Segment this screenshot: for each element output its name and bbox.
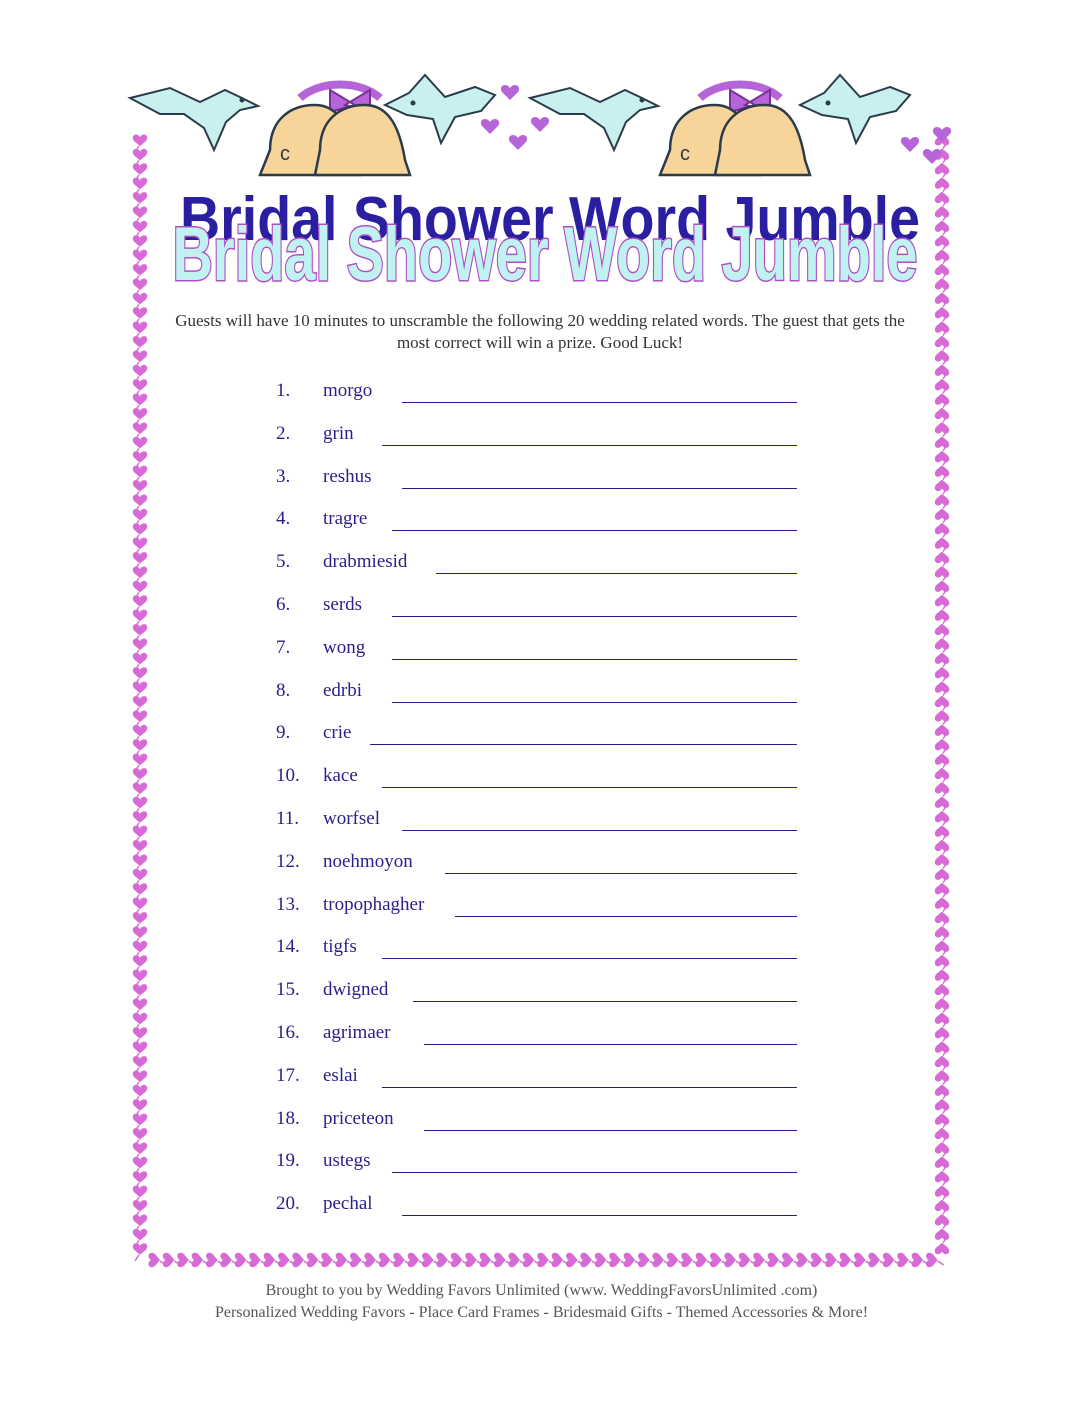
item-number: 5. [276, 551, 291, 573]
answer-line[interactable] [402, 830, 797, 831]
scrambled-word: reshus [323, 465, 372, 487]
scrambled-word: wong [323, 636, 366, 658]
scrambled-word: eslai [323, 1064, 358, 1086]
title-graphic [160, 182, 930, 292]
answer-line[interactable] [382, 445, 797, 446]
item-number: 13. [276, 893, 300, 915]
answer-line[interactable] [382, 787, 797, 788]
scrambled-word: ustegs [323, 1150, 371, 1172]
bell-icon [660, 85, 810, 176]
list-item [0, 631, 1083, 671]
item-number: 4. [276, 508, 291, 530]
item-number: 3. [276, 465, 291, 487]
list-item [0, 1102, 1083, 1142]
list-item [0, 759, 1083, 799]
item-number: 10. [276, 765, 300, 787]
item-number: 8. [276, 679, 291, 701]
dove-icon [800, 75, 910, 143]
scrambled-word: tragre [323, 508, 368, 530]
answer-line[interactable] [370, 744, 797, 745]
item-number: 2. [276, 422, 291, 444]
item-number: 19. [276, 1150, 300, 1172]
list-item [0, 674, 1083, 714]
instructions-text: Guests will have 10 minutes to unscramble the following 20 wedding related words. The guest that gets the most correct will win a prize. Good Luck! [175, 311, 905, 352]
list-item [0, 588, 1083, 628]
scrambled-word: tigfs [323, 936, 357, 958]
scrambled-word: edrbi [323, 679, 363, 701]
answer-line[interactable] [382, 1087, 797, 1088]
answer-line[interactable] [402, 1215, 797, 1216]
dove-icon [130, 88, 258, 150]
list-item [0, 930, 1083, 970]
item-number: 11. [276, 808, 300, 829]
answer-line[interactable] [402, 402, 797, 403]
list-item [0, 1059, 1083, 1099]
list-item [0, 888, 1083, 928]
item-number: 7. [276, 636, 291, 658]
item-number: 9. [276, 722, 291, 744]
dove-icon [385, 75, 495, 143]
item-number: 16. [276, 1022, 300, 1043]
item-number: 14. [276, 936, 300, 958]
answer-line[interactable] [424, 1044, 797, 1045]
answer-line[interactable] [455, 916, 797, 917]
answer-line[interactable] [382, 958, 797, 959]
footer-products: Personalized Wedding Favors - Place Card Frames - Bridesmaid Gifts - Themed Accessories & More! [214, 1304, 869, 1321]
scrambled-word: drabmiesid [323, 551, 408, 573]
list-item [0, 460, 1083, 500]
answer-line[interactable] [445, 873, 797, 874]
item-number: 12. [276, 850, 300, 872]
list-item [0, 802, 1083, 842]
answer-line[interactable] [392, 616, 797, 617]
item-number: 20. [276, 1193, 300, 1215]
scrambled-word: priceteon [323, 1107, 394, 1129]
dove-icon [530, 88, 658, 150]
scrambled-word: tropophagher [323, 893, 425, 915]
page-title-shadow: Bridal Shower Word Jumble [180, 185, 920, 254]
scrambled-word: kace [323, 765, 358, 787]
svg-text:c: c [280, 143, 290, 165]
answer-line[interactable] [424, 1130, 797, 1131]
list-item [0, 845, 1083, 885]
list-item [0, 502, 1083, 542]
list-item [0, 417, 1083, 457]
list-item [0, 374, 1083, 414]
answer-line[interactable] [436, 573, 797, 574]
scrambled-word: worfsel [323, 808, 380, 829]
heart-icon [901, 127, 951, 164]
scrambled-word: agrimaer [323, 1022, 391, 1043]
list-item [0, 716, 1083, 756]
list-item [0, 1187, 1083, 1227]
footer [100, 1280, 983, 1324]
item-number: 15. [276, 979, 300, 1001]
item-number: 1. [276, 380, 291, 401]
answer-line[interactable] [392, 530, 797, 531]
page-title: Bridal Shower Word Jumble [172, 212, 918, 292]
item-number: 6. [276, 594, 291, 615]
scrambled-word: pechal [323, 1193, 373, 1215]
scrambled-word: crie [323, 722, 352, 744]
scrambled-word: grin [323, 422, 354, 444]
answer-line[interactable] [392, 659, 797, 660]
list-item [0, 1016, 1083, 1056]
bell-icon [260, 85, 410, 176]
scrambled-word: noehmoyon [323, 850, 413, 872]
svg-text:c: c [680, 143, 690, 165]
item-number: 17. [276, 1064, 300, 1086]
answer-line[interactable] [402, 488, 797, 489]
list-item [0, 973, 1083, 1013]
scrambled-word: morgo [323, 380, 373, 401]
item-number: 18. [276, 1107, 300, 1129]
scrambled-word: dwigned [323, 979, 389, 1001]
scrambled-word: serds [323, 594, 363, 615]
answer-line[interactable] [413, 1001, 797, 1002]
list-item [0, 545, 1083, 585]
answer-line[interactable] [392, 1172, 797, 1173]
banner-illustration [120, 60, 960, 190]
answer-line[interactable] [392, 702, 797, 703]
footer-credit: Brought to you by Wedding Favors Unlimited (www. WeddingFavorsUnlimited .com) [265, 1282, 818, 1299]
list-item [0, 1144, 1083, 1184]
